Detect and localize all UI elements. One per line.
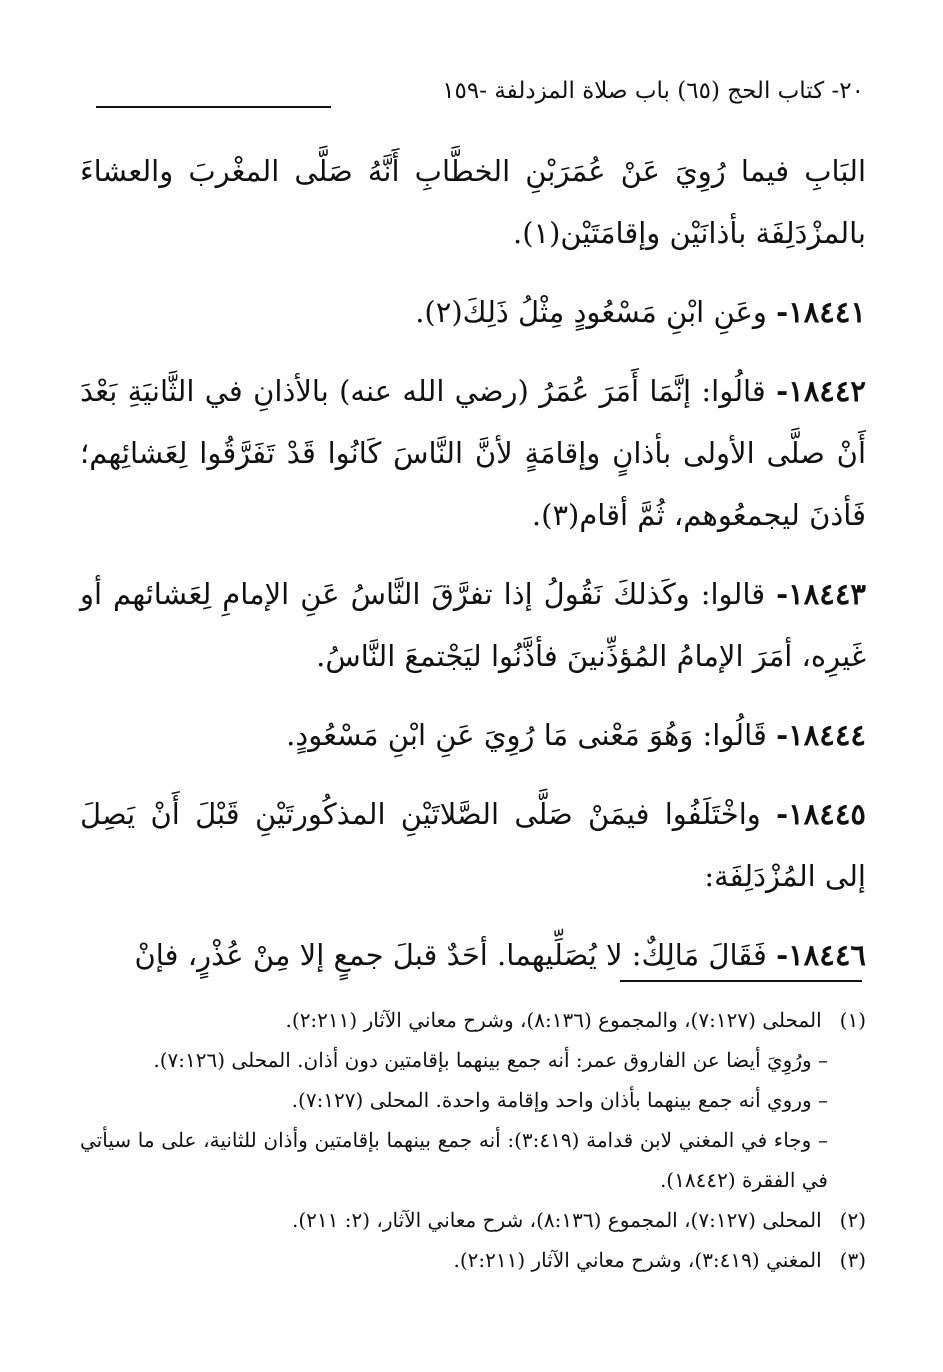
footnote-text: – وروي أنه جمع بينهما بأذان واحد وإقامة واحدة. المحلى (٧:١٢٧).: [291, 1088, 828, 1112]
footnote-text: – وجاء في المغني لابن قدامة (٣:٤١٩): أنه جمع بينهما بإقامتين وأذان للثانية، على ما سيأتي في الفقرة (١٨٤٤٢).: [80, 1128, 828, 1192]
paragraph-text: قَالُوا: وَهُوَ مَعْنى مَا رُوِيَ عَنِ ابْنِ مَسْعُودٍ.: [286, 718, 767, 752]
paragraph-number: ١٨٤٤١-: [776, 295, 866, 329]
paragraph-intro: [80, 140, 866, 264]
footnote-2: [80, 1200, 866, 1240]
paragraph-18445: [80, 783, 866, 907]
footnote-1-note-b: [80, 1080, 866, 1120]
footnote-3: [80, 1240, 866, 1280]
footnote-1-note-a: [80, 1040, 866, 1080]
paragraph-number: ١٨٤٤٣-: [776, 577, 866, 611]
footnote-separator: [620, 980, 862, 982]
footnote-text: المحلى (٧:١٢٧)، والمجموع (٨:١٣٦)، وشرح معاني الآثار (٢:٢١١).: [285, 1008, 822, 1032]
footnote-marker: (٢): [839, 1208, 866, 1232]
paragraph-18444: [80, 704, 866, 766]
paragraph-number: ١٨٤٤٦-: [776, 938, 866, 972]
paragraph-number: ١٨٤٤٢-: [776, 374, 867, 408]
paragraph-18446: [80, 924, 866, 986]
footnote-1-note-c: [80, 1120, 866, 1200]
footnote-marker: (٣): [839, 1248, 866, 1272]
running-header: [96, 72, 864, 112]
footnote-text: المحلى (٧:١٢٧)، المجموع (٨:١٣٦)، شرح معاني الآثار، (٢: ٢١١).: [292, 1208, 822, 1232]
paragraph-text: البَابِ فيما رُوِيَ عَنْ عُمَرَبْنِ الخطَّابِ أَنَّهُ صَلَّى المغْربَ والعشاءَ بالمزْدَلِفَة بأذانَيْن وإقامَتَيْن(١).: [80, 154, 866, 250]
paragraph-18441: [80, 281, 866, 343]
paragraph-number: ١٨٤٤٥-: [776, 797, 866, 831]
footnotes: [80, 1000, 866, 1280]
footnote-marker: (١): [839, 1008, 866, 1032]
footnote-text: – ورُوِيَ أيضا عن الفاروق عمر: أنه جمع بينهما بإقامتين دون أذان. المحلى (٧:١٢٦).: [153, 1048, 828, 1072]
footnote-text: المغني (٣:٤١٩)، وشرح معاني الآثار (٢:٢١١).: [453, 1248, 822, 1272]
paragraph-text: وعَنِ ابْنِ مَسْعُودٍ مِثْلُ ذَلِكَ(٢).: [415, 295, 767, 329]
paragraph-text: واخْتَلَفُوا فيمَنْ صَلَّى الصَّلاتَيْنِ المذكُورتَيْنِ قَبْلَ أَنْ يَصِلَ إلى المُزْدَلِفَة:: [80, 797, 866, 893]
running-header-title: ٢٠- كتاب الحج (٦٥) باب صلاة المزدلفة -١٥٩: [442, 78, 864, 104]
paragraph-18442: [80, 360, 866, 546]
paragraph-18443: [80, 563, 866, 687]
header-rule: [96, 106, 331, 108]
paragraph-text: فَقَالَ مَالِكٌ: لا يُصَلِّيهما. أحَدٌ قبلَ جمعٍ إلا مِنْ عُذْرٍ، فإنْ: [134, 938, 767, 972]
paragraph-text: قالوا: وكَذلكَ نَقُولُ إذا تفرَّقَ النَّاسُ عَنِ الإمامِ لِعَشائهم أو غَيرِه، أمَرَ الإمامُ المُؤذِّنينَ فأذَّنُوا ليَجْتمعَ النَّاسُ.: [80, 577, 866, 673]
paragraph-number: ١٨٤٤٤-: [776, 718, 866, 752]
paragraph-text: قالُوا: إنَّمَا أَمَرَ عُمَرُ (رضي الله عنه) بالأذانِ في الثَّانيَةِ بَعْدَ أَنْ صلَّى الأولى بأذانٍ وإقامَةٍ لأنَّ النَّاسَ كَانُوا قَدْ تَفَرَّقُوا لِعَشائِهم؛ فَأذنَ ليجمعُوهم، ثُمَّ أقام(٣).: [80, 374, 866, 532]
footnote-1: [80, 1000, 866, 1040]
main-text: [80, 140, 866, 1003]
